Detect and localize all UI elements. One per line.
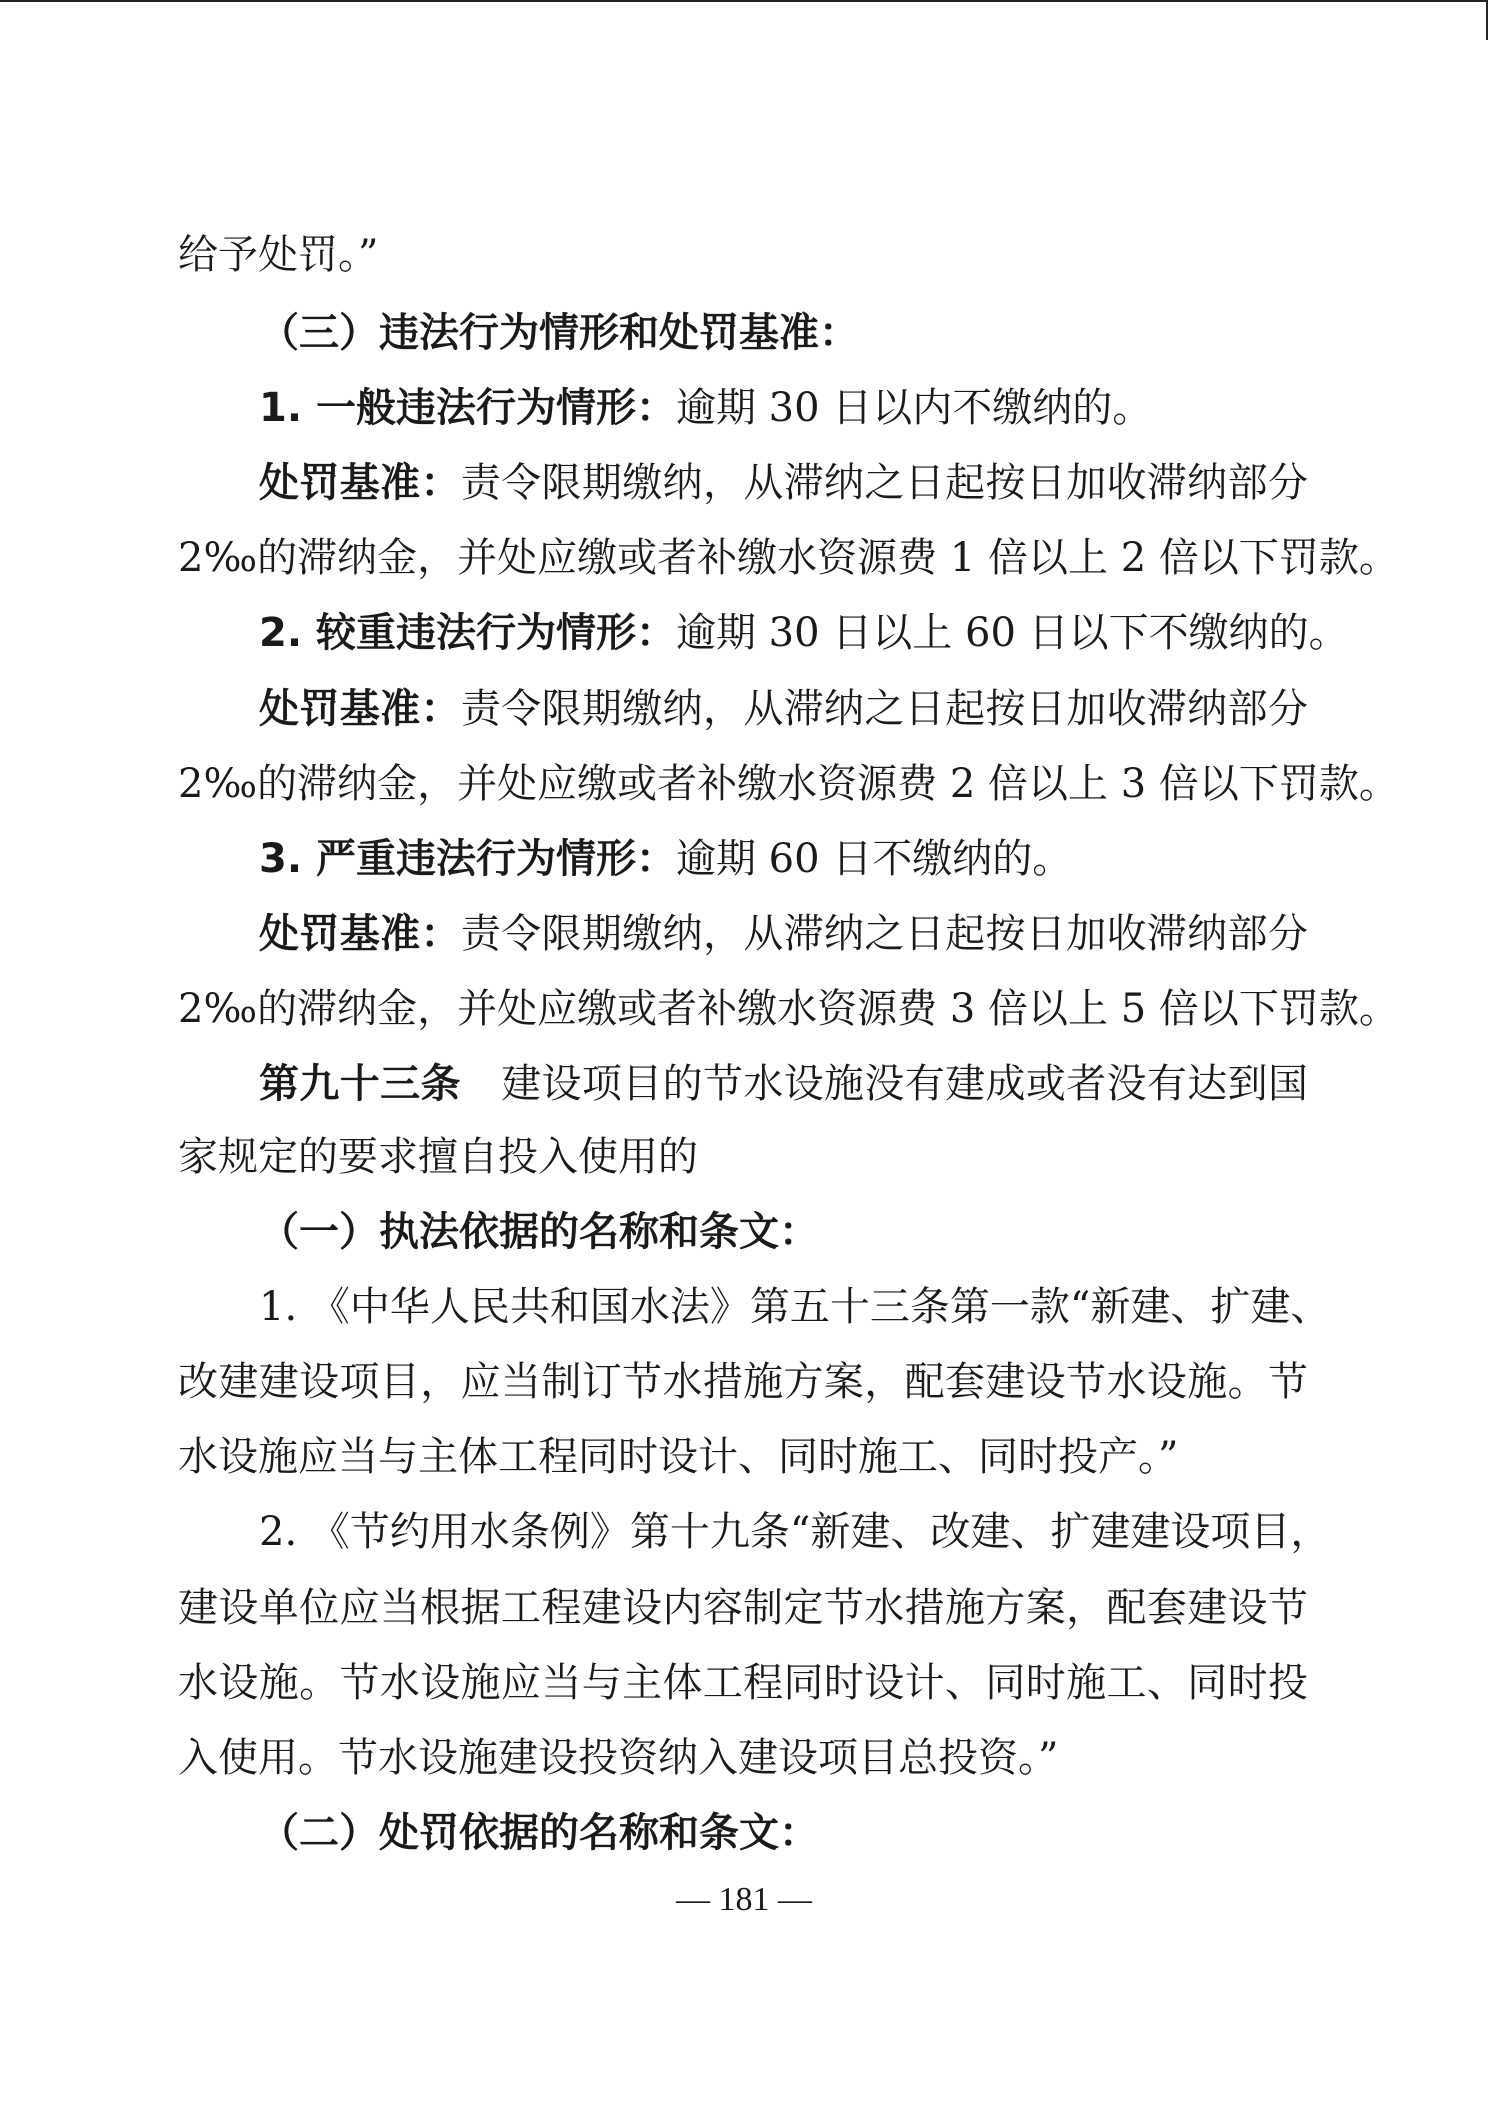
body-text: 建设项目的节水设施没有建成或者没有达到国 xyxy=(460,1061,1309,1107)
body-text: 建设单位应当根据工程建设内容制定节水措施方案，配套建设节 xyxy=(178,1585,1308,1631)
text-line xyxy=(259,1202,1308,1262)
body-text: 逾期 60 日不缴纳的。 xyxy=(675,836,1073,882)
text-line xyxy=(178,1578,1308,1638)
text-line xyxy=(178,1127,1308,1187)
text-line xyxy=(178,1653,1308,1713)
body-text: 责令限期缴纳，从滞纳之日起按日加收滞纳部分 xyxy=(460,911,1309,957)
bold-heading-text: 3. 严重违法行为情形： xyxy=(259,836,676,882)
text-line xyxy=(259,679,1308,739)
body-text: 责令限期缴纳，从滞纳之日起按日加收滞纳部分 xyxy=(460,460,1309,506)
text-line xyxy=(259,453,1308,513)
body-text: 入使用。节水设施建设投资纳入建设项目总投资。” xyxy=(178,1735,1059,1781)
text-line xyxy=(259,303,1308,363)
page-number: — 181 — xyxy=(676,1881,812,1918)
body-text: 2‰的滞纳金，并处应缴或者补缴水资源费 1 倍以上 2 倍以下罚款。 xyxy=(178,535,1399,581)
body-text: 责令限期缴纳，从滞纳之日起按日加收滞纳部分 xyxy=(460,686,1309,732)
text-line xyxy=(259,1502,1331,1562)
text-line xyxy=(259,904,1308,964)
body-text: 逾期 30 日以内不缴纳的。 xyxy=(675,385,1153,431)
text-line xyxy=(259,1803,1308,1863)
body-text: 2‰的滞纳金，并处应缴或者补缴水资源费 2 倍以上 3 倍以下罚款。 xyxy=(178,761,1399,807)
bold-heading-text: 2. 较重违法行为情形： xyxy=(259,610,676,656)
text-line xyxy=(178,225,1308,285)
body-text: 水设施。节水设施应当与主体工程同时设计、同时施工、同时投 xyxy=(178,1660,1308,1706)
text-line xyxy=(259,1277,1331,1337)
bold-heading-text: 处罚基准： xyxy=(259,460,461,506)
text-line xyxy=(178,1427,1308,1487)
text-line xyxy=(178,979,1399,1039)
body-text: 改建建设项目，应当制订节水措施方案，配套建设节水设施。节 xyxy=(178,1359,1308,1405)
bold-heading-text: 处罚基准： xyxy=(259,911,461,957)
text-line xyxy=(178,1352,1308,1412)
bold-heading-text: （三）违法行为情形和处罚基准： xyxy=(259,310,859,356)
bold-heading-text: 处罚基准： xyxy=(259,686,461,732)
page-top-border xyxy=(0,0,1488,2)
text-line xyxy=(178,754,1399,814)
text-line xyxy=(259,1054,1308,1114)
bold-heading-text: 第九十三条 xyxy=(259,1061,461,1107)
text-line xyxy=(259,378,1308,438)
text-line xyxy=(259,829,1308,889)
text-line xyxy=(178,1728,1308,1788)
bold-heading-text: （二）处罚依据的名称和条文： xyxy=(259,1810,819,1856)
body-text: 逾期 30 日以上 60 日以下不缴纳的。 xyxy=(675,610,1349,656)
body-text: 家规定的要求擅自投入使用的 xyxy=(178,1134,698,1180)
bold-heading-text: （一）执法依据的名称和条文： xyxy=(259,1209,819,1255)
text-line xyxy=(259,603,1349,663)
text-line xyxy=(178,528,1399,588)
body-text: 2‰的滞纳金，并处应缴或者补缴水资源费 3 倍以上 5 倍以下罚款。 xyxy=(178,986,1399,1032)
body-text: 2. 《节约用水条例》第十九条“新建、改建、扩建建设项目， xyxy=(259,1509,1331,1555)
body-text: 1. 《中华人民共和国水法》第五十三条第一款“新建、扩建、 xyxy=(259,1284,1331,1330)
body-text: 给予处罚。” xyxy=(178,232,379,278)
body-text: 水设施应当与主体工程同时设计、同时施工、同时投产。” xyxy=(178,1434,1179,1480)
bold-heading-text: 1. 一般违法行为情形： xyxy=(259,385,676,431)
